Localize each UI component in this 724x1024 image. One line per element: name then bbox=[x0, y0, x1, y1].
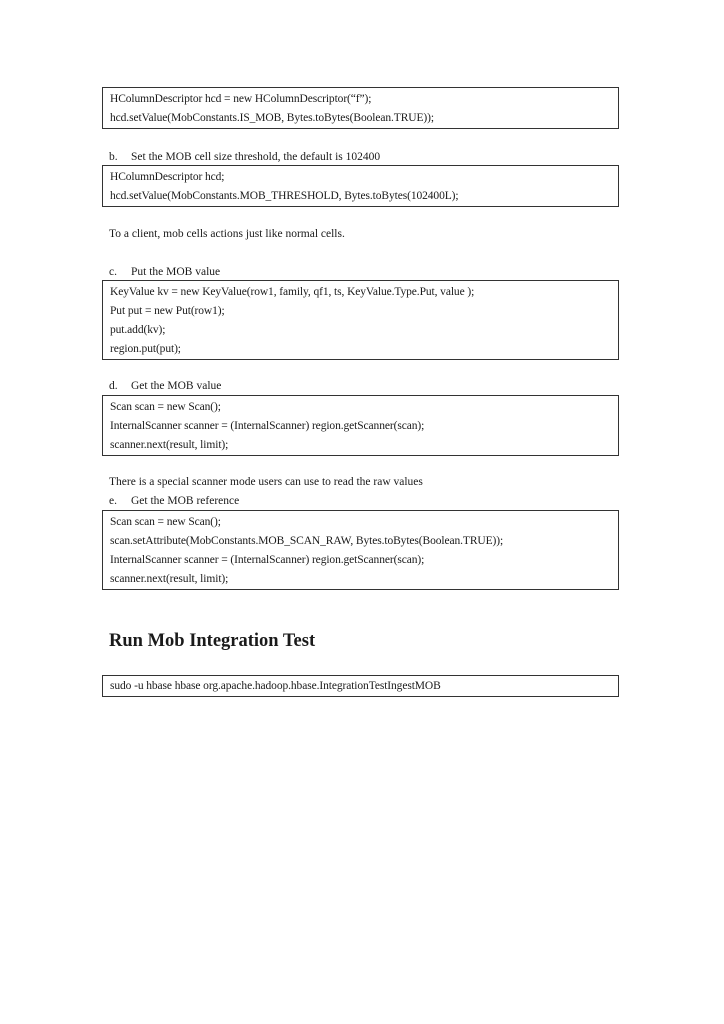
code-line: hcd.setValue(MobConstants.IS_MOB, Bytes.toBytes(Boolean.TRUE)); bbox=[110, 112, 434, 124]
raw-scanner-note: There is a special scanner mode users can use to read the raw values bbox=[109, 476, 423, 488]
code-line: scanner.next(result, limit); bbox=[110, 573, 229, 585]
code-block-raw-scan bbox=[102, 510, 619, 590]
code-line: InternalScanner scanner = (InternalScanner) region.getScanner(scan); bbox=[110, 554, 425, 566]
step-b-heading bbox=[109, 149, 380, 165]
code-line: scan.setAttribute(MobConstants.MOB_SCAN_RAW, Bytes.toBytes(Boolean.TRUE)); bbox=[110, 535, 504, 547]
step-letter: c. bbox=[109, 266, 117, 278]
code-line: region.put(put); bbox=[110, 343, 181, 355]
code-line: HColumnDescriptor hcd; bbox=[110, 171, 225, 183]
code-line: sudo -u hbase hbase org.apache.hadoop.hbase.IntegrationTestIngestMOB bbox=[110, 680, 441, 692]
step-c-heading bbox=[109, 264, 220, 280]
code-block-hcd-set-mob bbox=[102, 87, 619, 129]
code-line: scanner.next(result, limit); bbox=[110, 439, 229, 451]
client-note: To a client, mob cells actions just like normal cells. bbox=[109, 228, 345, 240]
step-letter: d. bbox=[109, 380, 118, 392]
section-heading: Run Mob Integration Test bbox=[109, 631, 316, 651]
code-line: InternalScanner scanner = (InternalScanner) region.getScanner(scan); bbox=[110, 420, 425, 432]
step-letter: e. bbox=[109, 495, 117, 507]
code-block-test-command bbox=[102, 675, 619, 697]
step-e-heading bbox=[109, 493, 239, 509]
code-line: HColumnDescriptor hcd = new HColumnDescriptor(“f”); bbox=[110, 93, 372, 105]
code-line: put.add(kv); bbox=[110, 324, 166, 336]
code-line: Scan scan = new Scan(); bbox=[110, 516, 221, 528]
code-block-get bbox=[102, 395, 619, 456]
code-block-put bbox=[102, 280, 619, 360]
step-title: Get the MOB reference bbox=[131, 495, 240, 507]
code-line: Scan scan = new Scan(); bbox=[110, 401, 221, 413]
step-title: Put the MOB value bbox=[131, 266, 221, 278]
step-letter: b. bbox=[109, 151, 118, 163]
code-line: hcd.setValue(MobConstants.MOB_THRESHOLD, Bytes.toBytes(102400L); bbox=[110, 190, 459, 202]
step-title: Get the MOB value bbox=[131, 380, 222, 392]
code-block-hcd-threshold bbox=[102, 165, 619, 207]
step-title: Set the MOB cell size threshold, the default is 102400 bbox=[131, 151, 381, 163]
code-line: Put put = new Put(row1); bbox=[110, 305, 225, 317]
code-line: KeyValue kv = new KeyValue(row1, family, qf1, ts, KeyValue.Type.Put, value ); bbox=[110, 286, 475, 298]
step-d-heading bbox=[109, 378, 221, 394]
